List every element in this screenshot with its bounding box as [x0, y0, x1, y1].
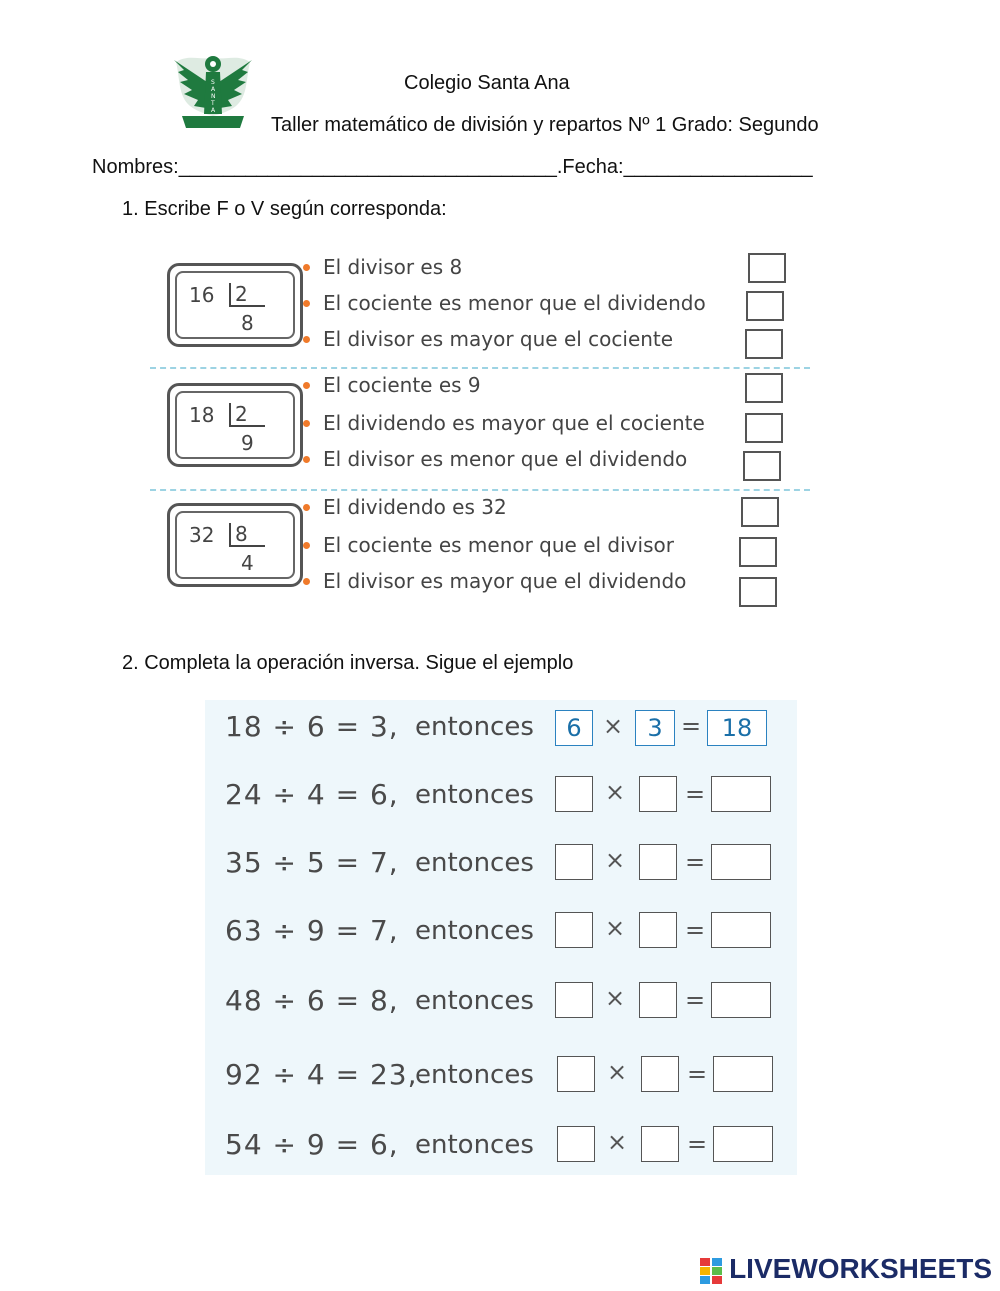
division-expression: 63 ÷ 9 = 7, [225, 914, 399, 947]
example-row [205, 702, 797, 762]
true-false-exercise [145, 245, 815, 610]
division-expression: 54 ÷ 9 = 6, [225, 1128, 399, 1161]
product-input[interactable] [711, 776, 771, 812]
statement: El divisor es menor que el dividendo [323, 447, 688, 471]
svg-text:S: S [211, 79, 215, 86]
equals-sign: = [685, 916, 706, 944]
worksheet-title: Taller matemático de división y repartos Nº 1 Grado: Segundo [271, 114, 819, 136]
equals-sign: = [685, 986, 706, 1014]
factor-a-box: 6 [555, 710, 593, 746]
product-input[interactable] [713, 1126, 773, 1162]
instruction-1: 1. Escribe F o V según corresponda: [122, 198, 447, 220]
dividend: 18 [189, 403, 215, 427]
division-expression: 92 ÷ 4 = 23, [225, 1058, 418, 1091]
equals-sign: = [685, 848, 706, 876]
answer-box[interactable] [748, 253, 786, 283]
entonces-label: entonces [415, 986, 534, 1016]
statement: El cociente es 9 [323, 373, 481, 397]
entonces-label: entonces [415, 780, 534, 810]
times-sign: × [605, 778, 626, 806]
statement: El divisor es 8 [323, 255, 463, 279]
equals-sign: = [687, 1130, 708, 1158]
statement: El dividendo es 32 [323, 495, 507, 519]
division-card [167, 383, 303, 467]
exercise-row [205, 976, 797, 1036]
entonces-label: entonces [415, 1130, 534, 1160]
exercise-row [205, 838, 797, 898]
equals-sign: = [681, 712, 702, 740]
answer-box[interactable] [741, 497, 779, 527]
times-sign: × [607, 1058, 628, 1086]
division-group-3 [145, 491, 815, 611]
division-group-1 [145, 245, 815, 365]
entonces-label: entonces [415, 1060, 534, 1090]
inverse-operation-exercise [205, 700, 797, 1175]
times-sign: × [603, 712, 624, 740]
factor-a-input[interactable] [555, 912, 593, 948]
factor-b-input[interactable] [639, 982, 677, 1018]
school-name: Colegio Santa Ana [404, 72, 570, 94]
answer-box[interactable] [745, 329, 783, 359]
division-group-2 [145, 369, 815, 489]
entonces-label: entonces [415, 712, 534, 742]
factor-a-input[interactable] [555, 844, 593, 880]
factor-a-input[interactable] [557, 1056, 595, 1092]
times-sign: × [607, 1128, 628, 1156]
factor-a-input[interactable] [557, 1126, 595, 1162]
factor-b-input[interactable] [641, 1126, 679, 1162]
answer-box[interactable] [739, 577, 777, 607]
divisor: 8 [229, 523, 265, 547]
school-crest-logo [170, 48, 256, 136]
svg-text:A: A [211, 107, 216, 114]
equals-sign: = [685, 780, 706, 808]
equals-sign: = [687, 1060, 708, 1088]
times-sign: × [605, 984, 626, 1012]
instruction-2: 2. Completa la operación inversa. Sigue el ejemplo [122, 652, 574, 674]
factor-b-input[interactable] [639, 844, 677, 880]
answer-box[interactable] [745, 413, 783, 443]
factor-b-input[interactable] [639, 776, 677, 812]
quotient: 8 [241, 311, 254, 335]
answer-box[interactable] [745, 373, 783, 403]
product-input[interactable] [711, 982, 771, 1018]
exercise-row [205, 906, 797, 966]
entonces-label: entonces [415, 848, 534, 878]
factor-b-box: 3 [635, 710, 675, 746]
quotient: 4 [241, 551, 254, 575]
division-card [167, 503, 303, 587]
product-input[interactable] [711, 844, 771, 880]
factor-a-input[interactable] [555, 776, 593, 812]
product-input[interactable] [711, 912, 771, 948]
quotient: 9 [241, 431, 254, 455]
svg-text:A: A [211, 86, 216, 93]
factor-b-input[interactable] [639, 912, 677, 948]
liveworksheets-brand[interactable]: LIVEWORKSHEETS [729, 1253, 992, 1284]
division-card [167, 263, 303, 347]
divisor: 2 [229, 283, 265, 307]
division-expression: 35 ÷ 5 = 7, [225, 846, 399, 879]
answer-box[interactable] [746, 291, 784, 321]
exercise-row [205, 1120, 797, 1180]
answer-box[interactable] [739, 537, 777, 567]
statement: El divisor es mayor que el dividendo [323, 569, 687, 593]
times-sign: × [605, 846, 626, 874]
times-sign: × [605, 914, 626, 942]
divisor: 2 [229, 403, 265, 427]
exercise-row [205, 1050, 797, 1110]
svg-text:N: N [211, 93, 216, 100]
name-date-line[interactable]: Nombres:__________________________________.Fecha:_________________ [92, 156, 813, 178]
division-expression: 24 ÷ 4 = 6, [225, 778, 399, 811]
svg-text:T: T [211, 100, 215, 107]
statement: El divisor es mayor que el cociente [323, 327, 674, 351]
liveworksheets-icon [700, 1258, 722, 1284]
entonces-label: entonces [415, 916, 534, 946]
product-box: 18 [707, 710, 767, 746]
answer-box[interactable] [743, 451, 781, 481]
statement: El dividendo es mayor que el cociente [323, 411, 705, 435]
factor-a-input[interactable] [555, 982, 593, 1018]
division-expression: 48 ÷ 6 = 8, [225, 984, 399, 1017]
factor-b-input[interactable] [641, 1056, 679, 1092]
dividend: 32 [189, 523, 215, 547]
exercise-row [205, 770, 797, 830]
division-expression: 18 ÷ 6 = 3, [225, 710, 399, 743]
statement: El cociente es menor que el dividendo [323, 291, 706, 315]
dividend: 16 [189, 283, 215, 307]
product-input[interactable] [713, 1056, 773, 1092]
statement: El cociente es menor que el divisor [323, 533, 674, 557]
